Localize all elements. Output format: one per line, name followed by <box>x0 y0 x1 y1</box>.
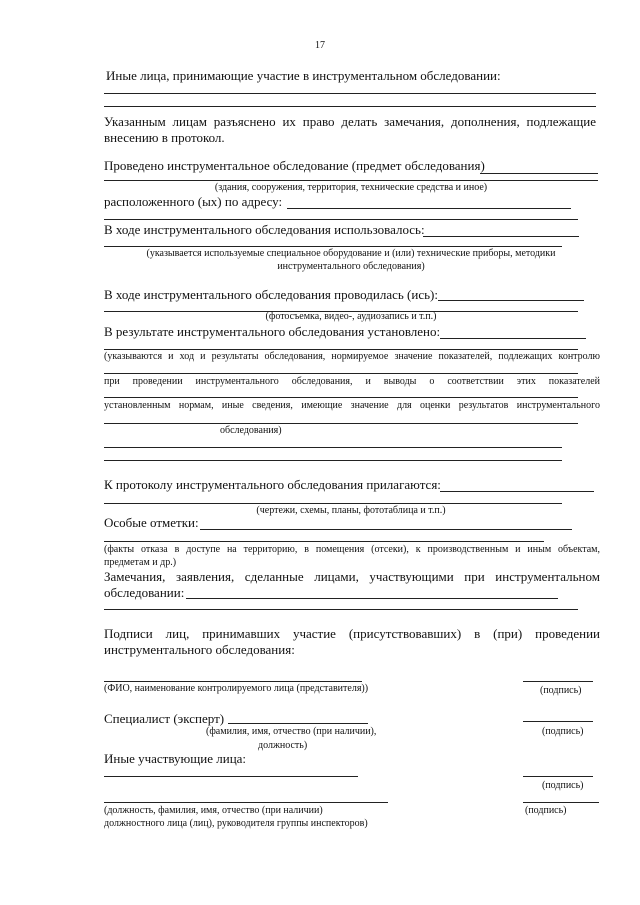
attached-line-2[interactable] <box>104 503 562 504</box>
specialist-field[interactable] <box>228 723 368 724</box>
specialist-hint-line-1: (фамилия, имя, отчество (при наличии), <box>206 726 377 737</box>
result-hint-line-1: (указываются и ход и результаты обследования, нормируемое значение показателей, подлежащих контролю <box>104 351 600 362</box>
explained-text-line-2: внесению в протокол. <box>104 130 225 145</box>
conducted-field[interactable] <box>438 300 584 301</box>
attached-field[interactable] <box>440 491 594 492</box>
remarks-field[interactable] <box>186 598 558 599</box>
fio-hint: (ФИО, наименование контролируемого лица (представителя)) <box>104 683 369 694</box>
result-line-5[interactable] <box>104 423 578 424</box>
remarks-text-line-1: Замечания, заявления, сделанные лицами, участвующими при инструментальном <box>104 569 600 584</box>
result-hint-line-3: установленным нормам, иные сведения, имеющие значение для оценки результатов инструментального <box>104 400 600 411</box>
used-line-2[interactable] <box>104 246 562 247</box>
result-line-3[interactable] <box>104 373 578 374</box>
conducted-label: В ходе инструментального обследования проводилась (ись): <box>104 287 438 302</box>
official-signature-hint: (подпись) <box>525 805 567 816</box>
specialist-hint-line-2: должность) <box>258 740 308 751</box>
others-field[interactable] <box>104 776 358 777</box>
signatures-text-line-2: инструментального обследования: <box>104 642 295 657</box>
result-hint-line-4: обследования) <box>220 425 282 436</box>
others-signature-hint: (подпись) <box>542 780 584 791</box>
result-line-6[interactable] <box>104 447 562 448</box>
special-hint-line-1: (факты отказа в доступе на территорию, в помещения (отсеки), к производственным и иным объектам, <box>104 544 600 555</box>
result-line-7[interactable] <box>104 460 562 461</box>
other-persons-line-1[interactable] <box>104 93 596 94</box>
special-line-2[interactable] <box>104 541 544 542</box>
subject-field[interactable] <box>480 173 598 174</box>
used-hint-line-1: (указывается используемые специальное оборудование и (или) технические приборы, методики <box>146 248 556 259</box>
result-hint-line-2: при проведении инструментального обследования, и выводы о соответствии этих показателей <box>104 376 600 387</box>
special-label: Особые отметки: <box>104 515 199 530</box>
other-persons-line-2[interactable] <box>104 106 596 107</box>
others-label: Иные участвующие лица: <box>104 751 247 766</box>
official-field[interactable] <box>104 802 388 803</box>
page-number: 17 <box>315 40 325 51</box>
subject-label: Проведено инструментальное обследование (предмет обследования) <box>104 158 485 173</box>
attached-label: К протоколу инструментального обследования прилагаются: <box>104 477 441 492</box>
attached-hint: (чертежи, схемы, планы, фототаблица и т.п.) <box>256 505 446 516</box>
result-line-2[interactable] <box>104 349 578 350</box>
result-line-4[interactable] <box>104 397 578 398</box>
other-persons-label: Иные лица, принимающие участие в инструментальном обследовании: <box>106 68 501 83</box>
result-field[interactable] <box>440 338 586 339</box>
used-field[interactable] <box>423 236 579 237</box>
specialist-label: Специалист (эксперт) <box>104 711 225 726</box>
remarks-line-2[interactable] <box>104 609 578 610</box>
official-signature-field[interactable] <box>523 802 599 803</box>
official-hint-line-2: должностного лица (лиц), руководителя группы инспекторов) <box>104 818 368 829</box>
special-field[interactable] <box>200 529 572 530</box>
special-hint-line-2: предметам и др.) <box>104 557 177 568</box>
specialist-signature-hint: (подпись) <box>542 726 584 737</box>
fio-field[interactable] <box>104 681 362 682</box>
subject-hint: (здания, сооружения, территория, технические средства и иное) <box>214 182 488 193</box>
others-signature-field[interactable] <box>523 776 593 777</box>
address-line-2[interactable] <box>104 219 578 220</box>
fio-signature-hint: (подпись) <box>540 685 582 696</box>
subject-line-2[interactable] <box>104 180 598 181</box>
result-label: В результате инструментального обследования установлено: <box>104 324 441 339</box>
conducted-hint: (фотосъемка, видео-, аудиозапись и т.п.) <box>265 311 437 322</box>
address-label: расположенного (ых) по адресу: <box>104 194 283 209</box>
signatures-text-line-1: Подписи лиц, принимавших участие (присутствовавших) в (при) проведении <box>104 626 600 641</box>
address-field[interactable] <box>287 208 571 209</box>
remarks-text-line-2: обследовании: <box>104 585 185 600</box>
official-hint-line-1: (должность, фамилия, имя, отчество (при наличии) <box>104 805 323 816</box>
fio-signature-field[interactable] <box>523 681 593 682</box>
specialist-signature-field[interactable] <box>523 721 593 722</box>
used-hint-line-2: инструментального обследования) <box>277 261 425 272</box>
used-label: В ходе инструментального обследования использовалось: <box>104 222 425 237</box>
explained-text-line-1: Указанным лицам разъяснено их право делать замечания, дополнения, подлежащие <box>104 114 596 129</box>
